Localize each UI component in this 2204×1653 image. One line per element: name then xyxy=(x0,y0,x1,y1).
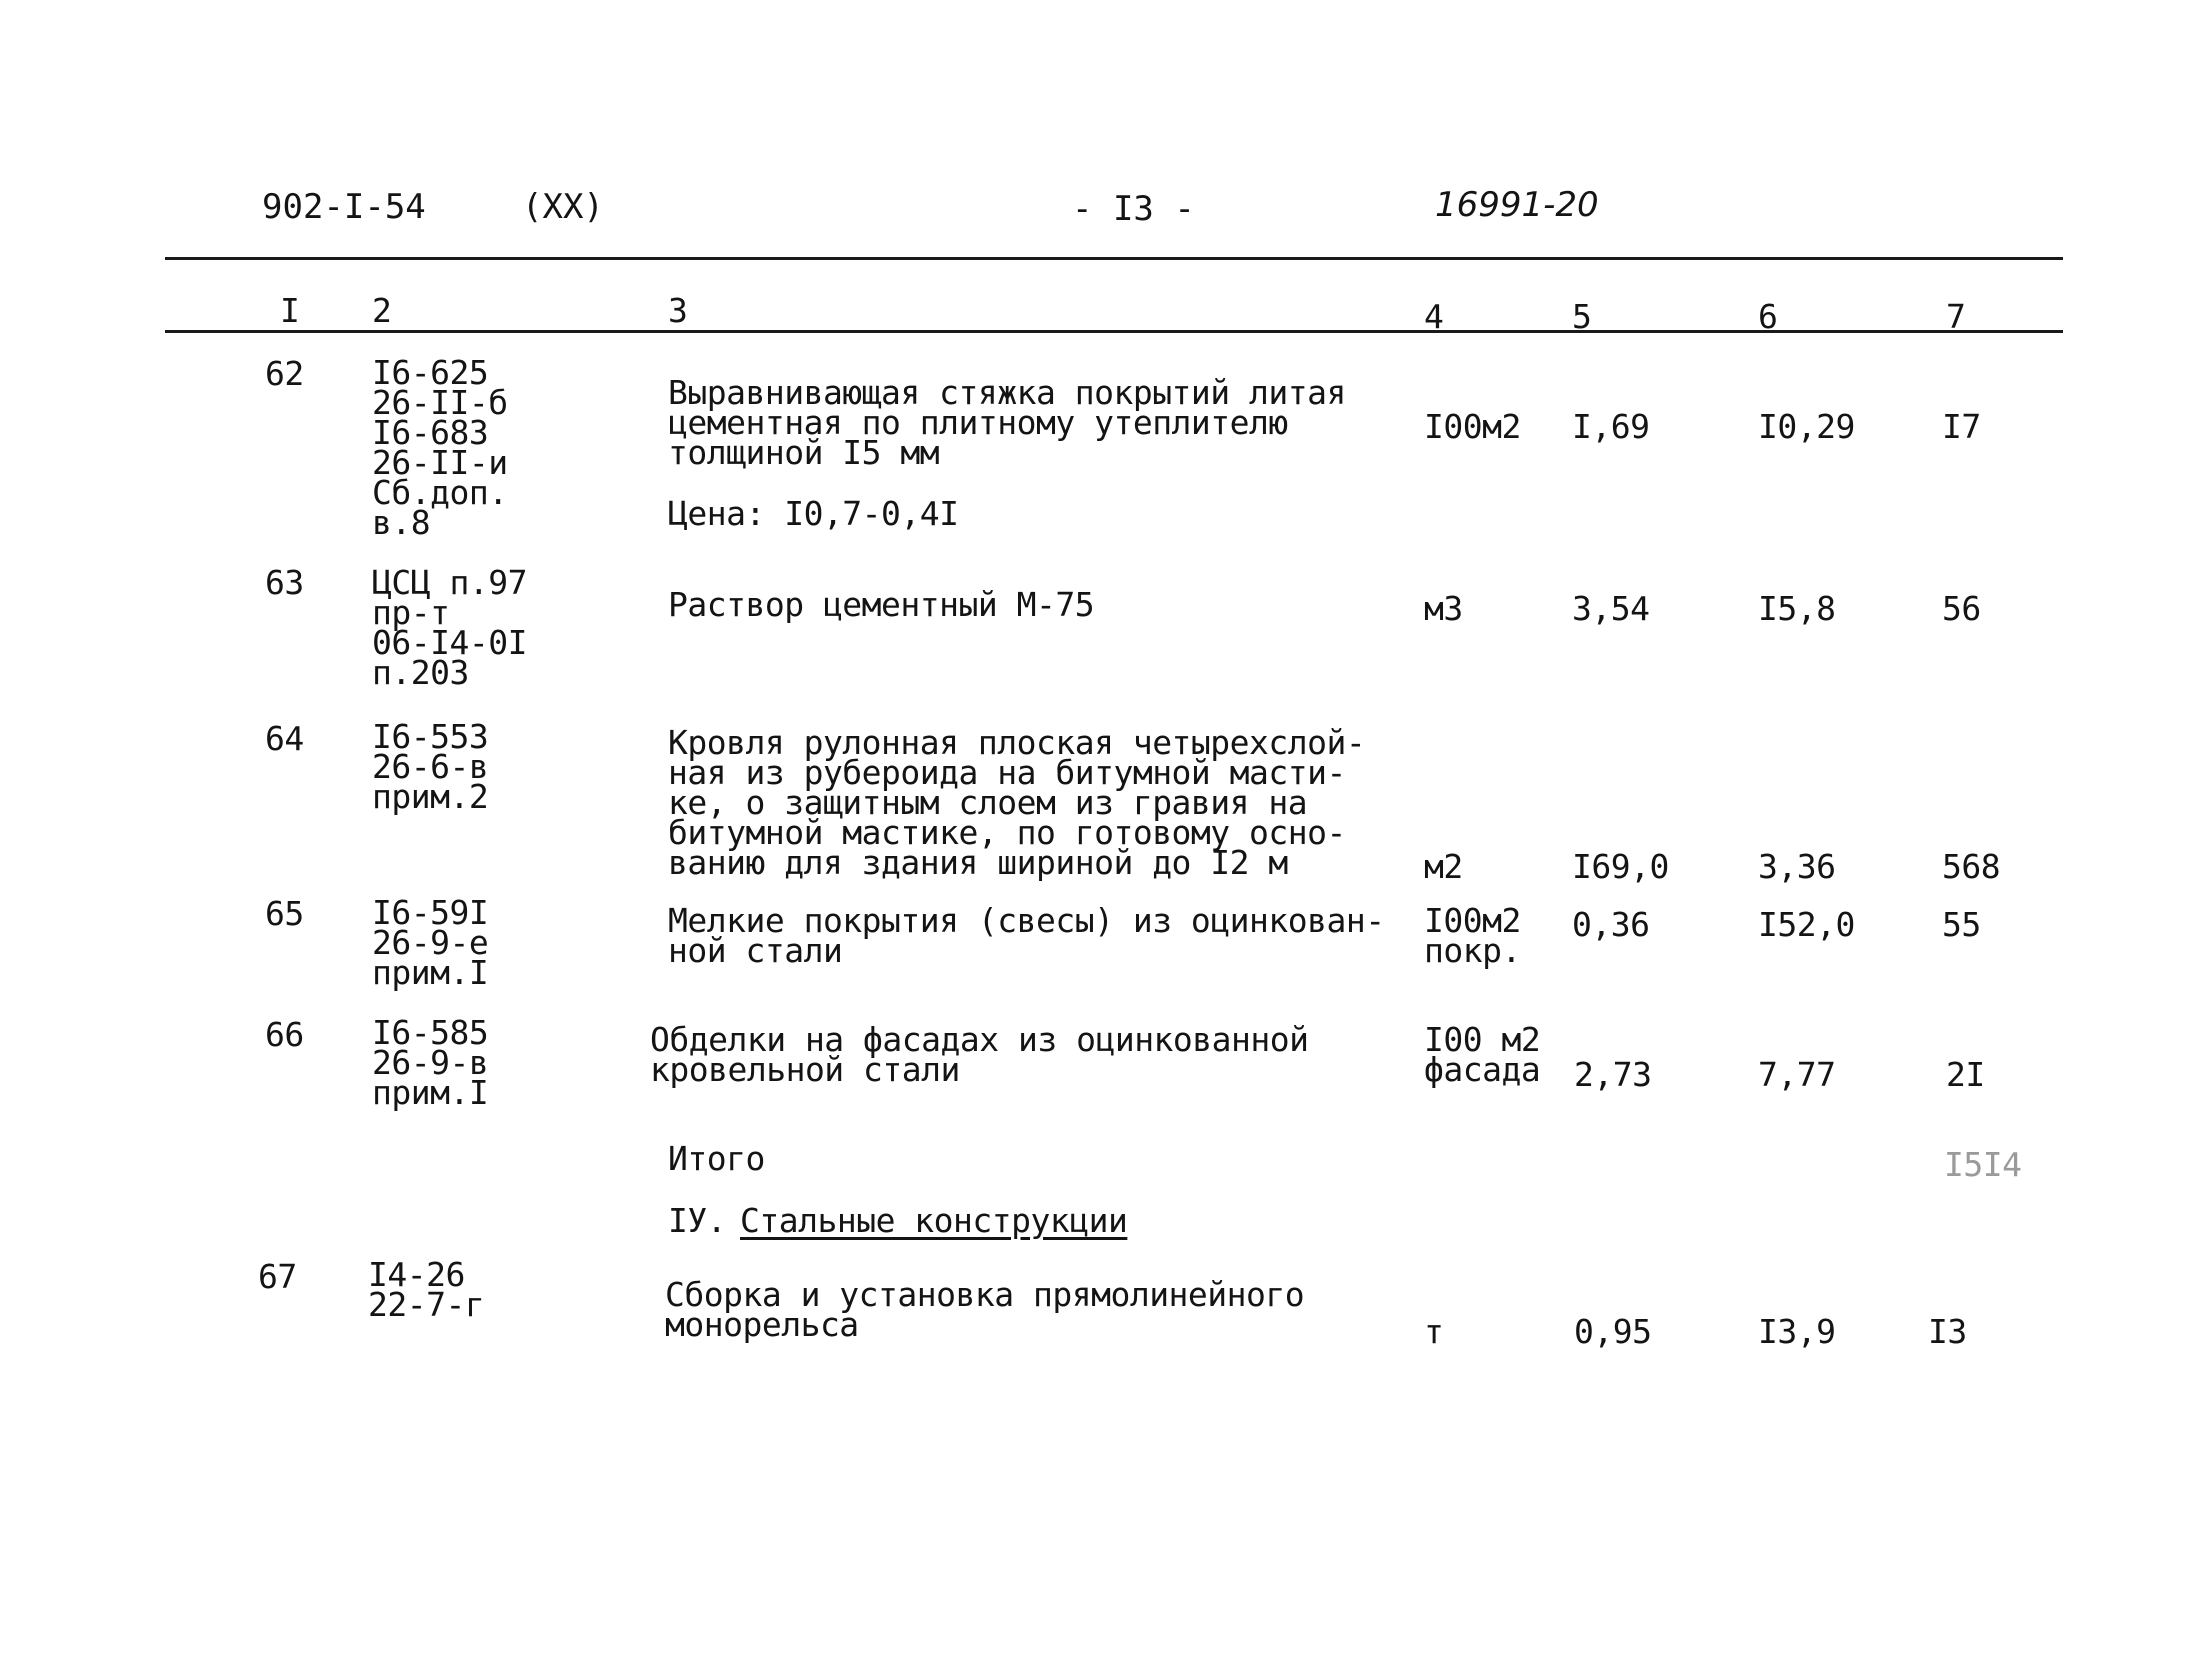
unit-cost: 3,36 xyxy=(1758,847,1836,886)
unit: I00м2 покр. xyxy=(1424,901,1521,970)
section-title: Стальные конструкции xyxy=(740,1201,1128,1240)
unit: м3 xyxy=(1424,589,1463,628)
document-code: 902-I-54 xyxy=(262,187,426,227)
quantity: 3,54 xyxy=(1572,589,1650,628)
unit-cost: I52,0 xyxy=(1758,905,1855,944)
row-number: 66 xyxy=(265,1015,304,1054)
work-description: Кровля рулонная плоская четырехслой- ная из рубероида на битумной масти- ке, о защитным слоем из гравия на битумной мастике, по готовому осно- ванию для здания шириной до I2 м xyxy=(668,723,1366,882)
unit: I00м2 xyxy=(1424,407,1521,446)
norm-code: I6-553 26-6-в прим.2 xyxy=(372,717,489,816)
unit: I00 м2 фасада xyxy=(1424,1020,1541,1089)
row-number: 65 xyxy=(265,894,304,933)
norm-code: I6-585 26-9-в прим.I xyxy=(372,1013,489,1112)
quantity: 0,36 xyxy=(1572,905,1650,944)
work-description: Сборка и установка прямолинейного монорельса xyxy=(665,1275,1305,1344)
total-cost: 2I xyxy=(1946,1055,1985,1094)
page-number: - I3 - xyxy=(1072,189,1195,229)
unit: м2 xyxy=(1424,847,1463,886)
column-header-1: I xyxy=(280,291,300,330)
work-description: Обделки на фасадах из оцинкованной кровельной стали xyxy=(650,1020,1309,1089)
column-header-7: 7 xyxy=(1946,297,1966,336)
work-description: Выравнивающая стяжка покрытий литая цементная по плитному утеплителю толщиной I5 мм xyxy=(668,373,1346,472)
unit-cost: I3,9 xyxy=(1758,1312,1836,1351)
inventory-stamp: 16991-20 xyxy=(1435,185,1599,225)
row-number: 62 xyxy=(265,354,304,393)
column-header-2: 2 xyxy=(372,291,392,330)
quantity: I,69 xyxy=(1572,407,1650,446)
section-number: IУ. xyxy=(668,1201,727,1240)
subtotal-value: I5I4 xyxy=(1944,1145,2022,1184)
total-cost: 568 xyxy=(1942,847,2001,886)
album-number: (XX) xyxy=(522,187,604,227)
unit-cost: 7,77 xyxy=(1758,1055,1836,1094)
norm-code: I4-26 22-7-г xyxy=(368,1255,485,1324)
total-cost: I3 xyxy=(1928,1312,1967,1351)
quantity: I69,0 xyxy=(1572,847,1669,886)
quantity: 2,73 xyxy=(1574,1055,1652,1094)
unit-cost: I5,8 xyxy=(1758,589,1836,628)
column-header-5: 5 xyxy=(1572,297,1592,336)
price-note: Цена: I0,7-0,4I xyxy=(668,494,959,533)
norm-code: I6-59I 26-9-е прим.I xyxy=(372,893,489,992)
work-description: Мелкие покрытия (свесы) из оцинкован- ной стали xyxy=(668,901,1385,970)
unit: т xyxy=(1424,1312,1444,1351)
unit-cost: I0,29 xyxy=(1758,407,1855,446)
norm-code: I6-625 26-II-б I6-683 26-II-и Сб.доп. в.8 xyxy=(372,353,508,542)
row-number: 63 xyxy=(265,563,304,602)
column-header-rule xyxy=(165,330,2063,333)
norm-code: ЦСЦ п.97 пр-т 06-I4-0I п.203 xyxy=(372,563,527,692)
column-header-6: 6 xyxy=(1758,297,1778,336)
subtotal-label: Итого xyxy=(668,1139,765,1178)
header-rule xyxy=(165,257,2063,260)
work-description: Раствор цементный М-75 xyxy=(668,585,1095,624)
total-cost: 56 xyxy=(1942,589,1981,628)
quantity: 0,95 xyxy=(1574,1312,1652,1351)
total-cost: I7 xyxy=(1942,407,1981,446)
column-header-3: 3 xyxy=(668,291,688,330)
column-header-4: 4 xyxy=(1424,297,1444,336)
total-cost: 55 xyxy=(1942,905,1981,944)
row-number: 67 xyxy=(258,1257,297,1296)
row-number: 64 xyxy=(265,719,304,758)
